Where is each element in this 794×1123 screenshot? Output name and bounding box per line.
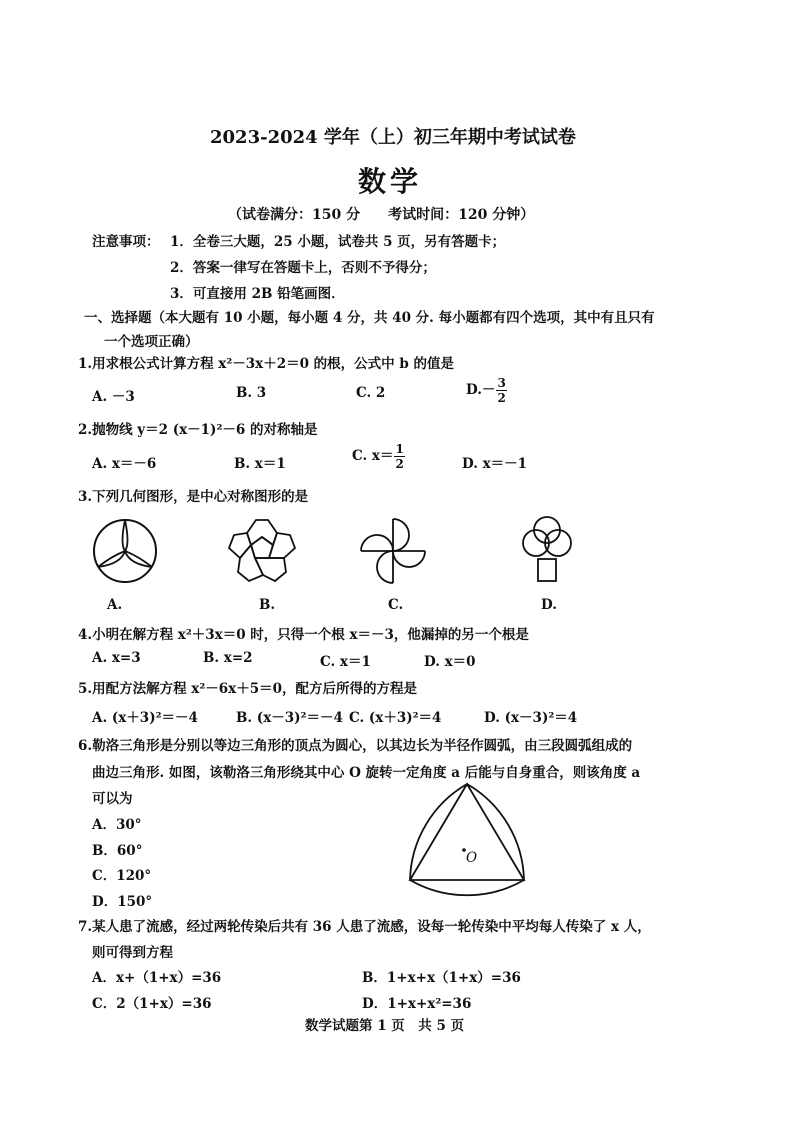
q7-option-c: C．2（1+x）=36 [92, 996, 212, 1012]
figure-a-circle-three-arcs [90, 516, 160, 586]
q1-option-b: B. 3 [236, 385, 267, 401]
q2-option-d: D. x＝－1 [462, 456, 528, 472]
q4-option-a: A. x=3 [92, 650, 141, 666]
q4-option-b: B. x=2 [203, 650, 253, 666]
section-heading-cont: 一个选项正确） [104, 334, 199, 350]
question-2-stem: 2.抛物线 y＝2 (x－1)²－6 的对称轴是 [78, 422, 318, 438]
fraction [394, 443, 404, 470]
q6-option-d: D．150° [92, 894, 153, 910]
subject-title: 数学 [358, 165, 423, 198]
note-item: 2．答案一律写在答题卡上，否则不予得分； [170, 260, 436, 276]
fraction-numerator: 3 [497, 376, 506, 390]
page-footer: 数学试题第 1 页 共 5 页 [305, 1018, 465, 1034]
q3-option-a: A. [107, 597, 123, 613]
note-item: 1．全卷三大题，25 小题，试卷共 5 页，另有答题卡； [170, 234, 506, 250]
q6-option-b: B．60° [92, 843, 143, 859]
question-5-stem: 5.用配方法解方程 x²－6x＋5＝0，配方后所得的方程是 [78, 681, 417, 697]
fraction-denominator: 2 [395, 457, 404, 471]
q2-option-b: B. x＝1 [234, 456, 286, 472]
question-3-stem: 3.下列几何图形，是中心对称图形的是 [78, 489, 309, 505]
q5-option-a: A. (x＋3)²＝－4 [92, 710, 198, 726]
figure-d-circles-square [512, 513, 582, 585]
q2-option-c-prefix: C. x＝ [352, 448, 394, 464]
q1-option-d-prefix: D.－ [466, 382, 496, 398]
figure-c-pinwheel [358, 516, 428, 586]
question-6-line-3: 可以为 [92, 791, 133, 807]
section-heading: 一、选择题（本大题有 10 小题，每小题 4 分，共 40 分. 每小题都有四个选项，其中有且只有 [84, 310, 655, 326]
question-1-stem: 1.用求根公式计算方程 x²－3x＋2＝0 的根，公式中 b 的值是 [78, 356, 455, 372]
q1-option-d [466, 377, 507, 404]
question-7-line-1: 7.某人患了流感，经过两轮传染后共有 36 人患了流感，设每一轮传染中平均每人传染了 x 人， [78, 919, 651, 935]
exam-info: （试卷满分：150 分 考试时间：120 分钟） [228, 207, 535, 223]
q3-option-b: B. [259, 597, 276, 613]
note-item: 3．可直接用 2B 铅笔画图． [170, 286, 345, 302]
q7-option-b: B．1+x+x（1+x）=36 [362, 970, 521, 986]
exam-title: 2023-2024 学年（上）初三年期中考试试卷 [210, 127, 576, 148]
q1-option-c: C. 2 [356, 385, 386, 401]
q5-option-d: D. (x－3)²＝4 [484, 710, 578, 726]
q4-option-d: D. x＝0 [424, 654, 476, 670]
q5-option-b: B. (x－3)²＝－4 [236, 710, 343, 726]
fraction-denominator: 2 [497, 391, 506, 405]
question-6-line-2: 曲边三角形. 如图，该勒洛三角形绕其中心 O 旋转一定角度 a 后能与自身重合，则该角度 a [92, 765, 641, 781]
q2-option-c [352, 443, 405, 470]
q7-option-d: D．1+x+x²=36 [362, 996, 472, 1012]
q6-option-c: C．120° [92, 868, 152, 884]
question-7-line-2: 则可得到方程 [92, 945, 173, 961]
notes-label: 注意事项： [92, 234, 160, 250]
reuleaux-triangle-figure [397, 776, 537, 906]
q4-option-c: C. x＝1 [320, 654, 371, 670]
q3-option-d: D. [541, 597, 557, 613]
q1-option-a: A. －3 [92, 389, 135, 405]
question-4-stem: 4.小明在解方程 x²＋3x＝0 时，只得一个根 x＝－3，他漏掉的另一个根是 [78, 627, 529, 643]
q3-option-c: C. [388, 597, 404, 613]
center-o-label: O [466, 850, 478, 866]
q5-option-c: C. (x＋3)²＝4 [349, 710, 442, 726]
figure-b-pentagons [222, 515, 302, 587]
fraction-numerator: 1 [395, 442, 404, 456]
q6-option-a: A．30° [92, 817, 142, 833]
q7-option-a: A．x+（1+x）=36 [92, 970, 222, 986]
question-6-line-1: 6.勒洛三角形是分别以等边三角形的顶点为圆心，以其边长为半径作圆弧，由三段圆弧组成的 [78, 738, 633, 754]
q2-option-a: A. x＝－6 [92, 456, 157, 472]
fraction [496, 377, 506, 404]
